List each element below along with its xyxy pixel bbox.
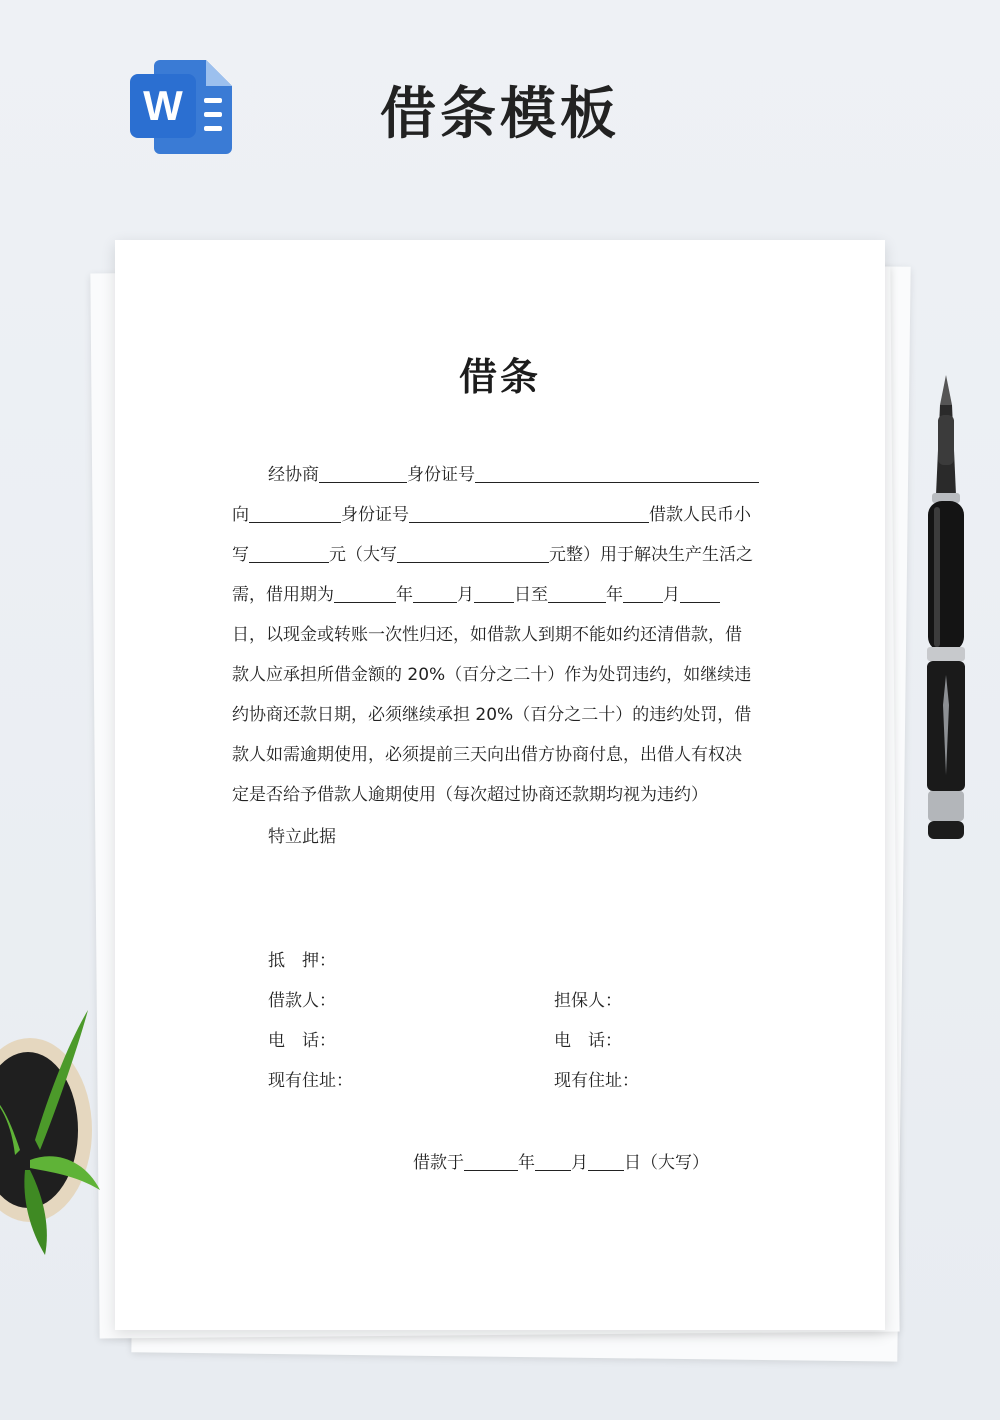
loan-date-line <box>413 1148 709 1173</box>
text-segment: 年 <box>606 585 623 605</box>
potted-plant-icon <box>0 1000 110 1270</box>
text-segment: 日至 <box>514 585 548 605</box>
blank-field <box>409 503 649 523</box>
body-line-6: 款人应承担所借金额的 20%（百分之二十）作为处罚违约，如继续违 <box>232 665 752 685</box>
blank-field <box>474 583 514 603</box>
text-segment: 借款人民币小 <box>649 505 751 525</box>
blank-field <box>319 463 407 483</box>
page-header <box>0 0 1000 200</box>
text-segment: 需，借用期为 <box>232 585 334 605</box>
body-line-3 <box>232 543 772 567</box>
text-segment: 向 <box>232 505 249 525</box>
borrower-phone-label: 电 话： <box>268 1031 336 1051</box>
document-page <box>115 240 885 1330</box>
body-line-7: 约协商还款日期，必须继续承担 20%（百分之二十）的违约处罚，借 <box>232 705 752 725</box>
blank-field <box>475 463 759 483</box>
text-segment: 借款于 <box>413 1153 464 1173</box>
blank-field <box>464 1151 518 1171</box>
body-line-1 <box>232 463 772 487</box>
text-segment: 月 <box>663 585 680 605</box>
text-segment: 元（大写 <box>329 545 397 565</box>
page-title: 借条模板 <box>380 82 620 147</box>
blank-field <box>680 583 720 603</box>
body-line-8: 款人如需逾期使用，必须提前三天向出借方协商付息，出借人有权决 <box>232 745 742 765</box>
blank-field <box>249 503 341 523</box>
text-segment: 月 <box>457 585 474 605</box>
svg-text:W: W <box>143 82 183 129</box>
blank-field <box>249 543 329 563</box>
text-segment: 身份证号 <box>407 465 475 485</box>
closing-line: 特立此据 <box>268 827 336 847</box>
document-title: 借条 <box>458 355 541 399</box>
text-segment: 写 <box>232 545 249 565</box>
collateral-label: 抵 押： <box>268 951 336 971</box>
text-segment: 身份证号 <box>341 505 409 525</box>
blank-field <box>588 1151 624 1171</box>
blank-field <box>623 583 663 603</box>
text-segment: 年 <box>518 1153 535 1173</box>
text-segment: 年 <box>396 585 413 605</box>
guarantor-address-label: 现有住址： <box>554 1071 639 1091</box>
text-segment: 经协商 <box>268 465 319 485</box>
blank-field <box>535 1151 571 1171</box>
body-line-2 <box>232 503 772 527</box>
text-segment: 月 <box>571 1153 588 1173</box>
guarantor-phone-label: 电 话： <box>554 1031 622 1051</box>
blank-field <box>413 583 457 603</box>
body-line-4 <box>232 583 772 607</box>
borrower-label: 借款人： <box>268 991 336 1011</box>
blank-field <box>548 583 606 603</box>
body-line-5: 日，以现金或转账一次性归还，如借款人到期不能如约还清借款，借 <box>232 625 742 645</box>
blank-field <box>397 543 549 563</box>
text-segment: 日（大写） <box>624 1153 709 1173</box>
fountain-pen-icon <box>918 375 974 845</box>
text-segment: 元整）用于解决生产生活之 <box>549 545 753 565</box>
blank-field <box>334 583 396 603</box>
body-line-9: 定是否给予借款人逾期使用（每次超过协商还款期均视为违约） <box>232 785 708 805</box>
borrower-address-label: 现有住址： <box>268 1071 353 1091</box>
guarantor-label: 担保人： <box>554 991 622 1011</box>
